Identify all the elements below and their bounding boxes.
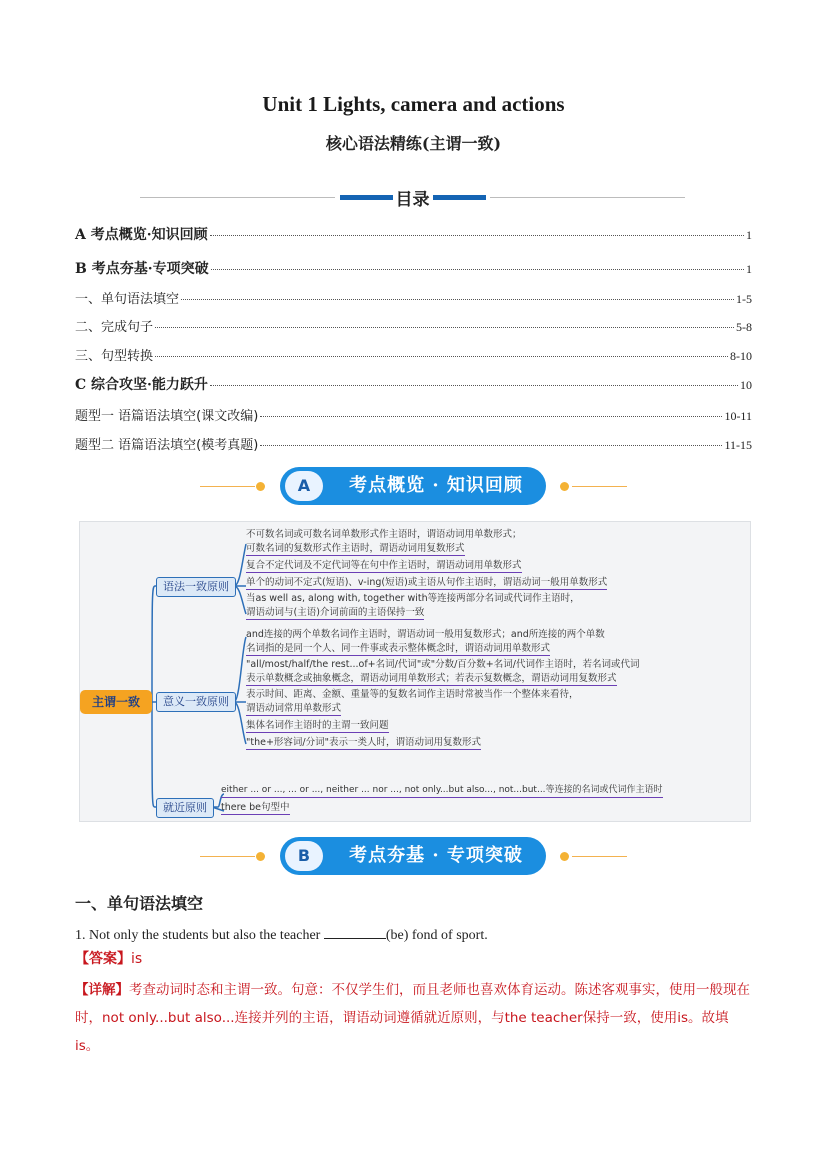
toc-entry[interactable] bbox=[75, 374, 752, 394]
toc-entry-text: 三、句型转换 bbox=[75, 349, 154, 364]
mind-map-leaf: 名词指的是同一个人、同一件事或表示整体概念时，谓语动词用单数形式 bbox=[246, 643, 551, 654]
mind-map-root: 主谓一致 bbox=[80, 690, 152, 714]
question-text-tail: (be) fond of sport. bbox=[385, 928, 488, 943]
section-banner-b bbox=[200, 836, 627, 876]
mind-map-leaf: 不可数名词或可数名词单数形式作主语时，谓语动词用单数形式； bbox=[246, 529, 522, 540]
mind-map-leaf: 当as well as, along with, together with等连接两部分名词或代词作主语时， bbox=[246, 593, 580, 604]
banner-pill bbox=[280, 837, 546, 875]
mind-map-leaf: 表示时间、距离、金额、重量等的复数名词作主语时常被当作一个整体来看待， bbox=[246, 689, 579, 700]
mind-map-leaf: either ... or ..., ... or ..., neither ... nor ..., not only...but also..., not...but...等连接的名词或代词作主语时 bbox=[221, 784, 663, 798]
document-title: Unit 1 Lights, camera and actions bbox=[262, 92, 565, 116]
mind-map-leaf: "the+形容词/分词"表示一类人时，谓语动词用复数形式 bbox=[246, 737, 481, 748]
toc-entry-text: 题型二 语篇语法填空(模考真题) bbox=[75, 438, 259, 453]
banner-text: 考点概览 · 知识回顾 bbox=[349, 475, 523, 496]
toc-entry[interactable] bbox=[75, 434, 752, 453]
toc-entry-text: A 考点概览·知识回顾 bbox=[75, 227, 208, 243]
toc-entry-text: 题型一 语篇语法填空(课文改编) bbox=[75, 409, 259, 424]
mind-map-branch: 语法一致原则 bbox=[156, 577, 236, 597]
mind-map-leaf: 单个的动词不定式(短语)、v-ing(短语)或主语从句作主语时，谓语动词一般用单数形式 bbox=[246, 577, 608, 588]
mind-map-branch: 意义一致原则 bbox=[156, 692, 236, 712]
mind-map-leaf: there be句型中 bbox=[221, 802, 290, 813]
question-text: 1. Not only the students but also the teacher bbox=[75, 928, 324, 943]
answer-value: is bbox=[131, 951, 143, 967]
mind-map-leaf: and连接的两个单数名词作主语时，谓语动词一般用复数形式；and所连接的两个单数 bbox=[246, 629, 605, 640]
mind-map-leaf: 可数名词的复数形式作主语时，谓语动词用复数形式 bbox=[246, 543, 465, 554]
mind-map bbox=[79, 521, 751, 822]
mind-map-leaf: 谓语动词常用单数形式 bbox=[246, 703, 342, 714]
explanation-label: 【详解】 bbox=[75, 982, 129, 998]
section-heading: 一、单句语法填空 bbox=[75, 894, 204, 913]
mind-map-branch: 就近原则 bbox=[156, 798, 214, 818]
mind-map-leaf: 集体名词作主语时的主谓一致问题 bbox=[246, 720, 389, 731]
explanation-text: 考查动词时态和主谓一致。句意：不仅学生们，而且老师也喜欢体育运动。陈述客观事实，使用一般现在时，not only...but also...连接并列的主语，谓语动词遵循就近原则，与the teacher保持一致，使用is。故填is。 bbox=[75, 982, 750, 1054]
toc-entry[interactable] bbox=[75, 224, 752, 244]
explanation bbox=[75, 976, 751, 1060]
toc-entry-text: 一、单句语法填空 bbox=[75, 292, 180, 307]
answer-label: 【答案】 bbox=[75, 951, 131, 967]
toc-heading-label: 目录 bbox=[395, 190, 430, 210]
answer-line bbox=[75, 948, 142, 968]
toc-entry[interactable] bbox=[75, 258, 752, 278]
toc-entry-page: 10 bbox=[740, 378, 752, 392]
mind-map-leaf: "all/most/half/the rest...of+名词/代词"或"分数/百分数+名词/代词作主语时，若名词或代词 bbox=[246, 659, 640, 670]
toc-entry[interactable] bbox=[75, 405, 752, 424]
toc-entry-text: C 综合攻坚·能力跃升 bbox=[75, 377, 208, 393]
question-1 bbox=[75, 926, 488, 944]
toc-entry-page: 11-15 bbox=[724, 438, 752, 452]
toc-entry-page: 1-5 bbox=[736, 292, 752, 306]
answer-blank bbox=[324, 926, 386, 939]
toc-entry[interactable] bbox=[75, 316, 752, 335]
mind-map-leaf: 复合不定代词及不定代词等在句中作主语时，谓语动词用单数形式 bbox=[246, 560, 522, 571]
toc-entry-page: 10-11 bbox=[724, 409, 752, 423]
mind-map-leaf: 谓语动词与(主语)介词前面的主语保持一致 bbox=[246, 607, 425, 618]
document-subtitle: 核心语法精练(主谓一致) bbox=[325, 134, 502, 153]
toc-entry-page: 1 bbox=[746, 262, 752, 276]
toc-entry[interactable] bbox=[75, 345, 752, 364]
toc-entry-page: 5-8 bbox=[736, 320, 752, 334]
toc-entry-page: 8-10 bbox=[730, 349, 752, 363]
banner-badge: A bbox=[285, 471, 323, 501]
banner-text: 考点夯基 · 专项突破 bbox=[349, 845, 523, 866]
toc-entry-text: 二、完成句子 bbox=[75, 320, 154, 335]
mind-map-leaf: 表示单数概念或抽象概念，谓语动词用单数形式；若表示复数概念，谓语动词用复数形式 bbox=[246, 673, 617, 684]
toc-entry-text: B 考点夯基·专项突破 bbox=[75, 261, 209, 277]
section-banner-a bbox=[200, 466, 627, 506]
toc-entry-page: 1 bbox=[746, 228, 752, 242]
banner-pill bbox=[280, 467, 546, 505]
toc-entry[interactable] bbox=[75, 288, 752, 307]
toc-heading bbox=[140, 185, 685, 209]
banner-badge: B bbox=[285, 841, 323, 871]
